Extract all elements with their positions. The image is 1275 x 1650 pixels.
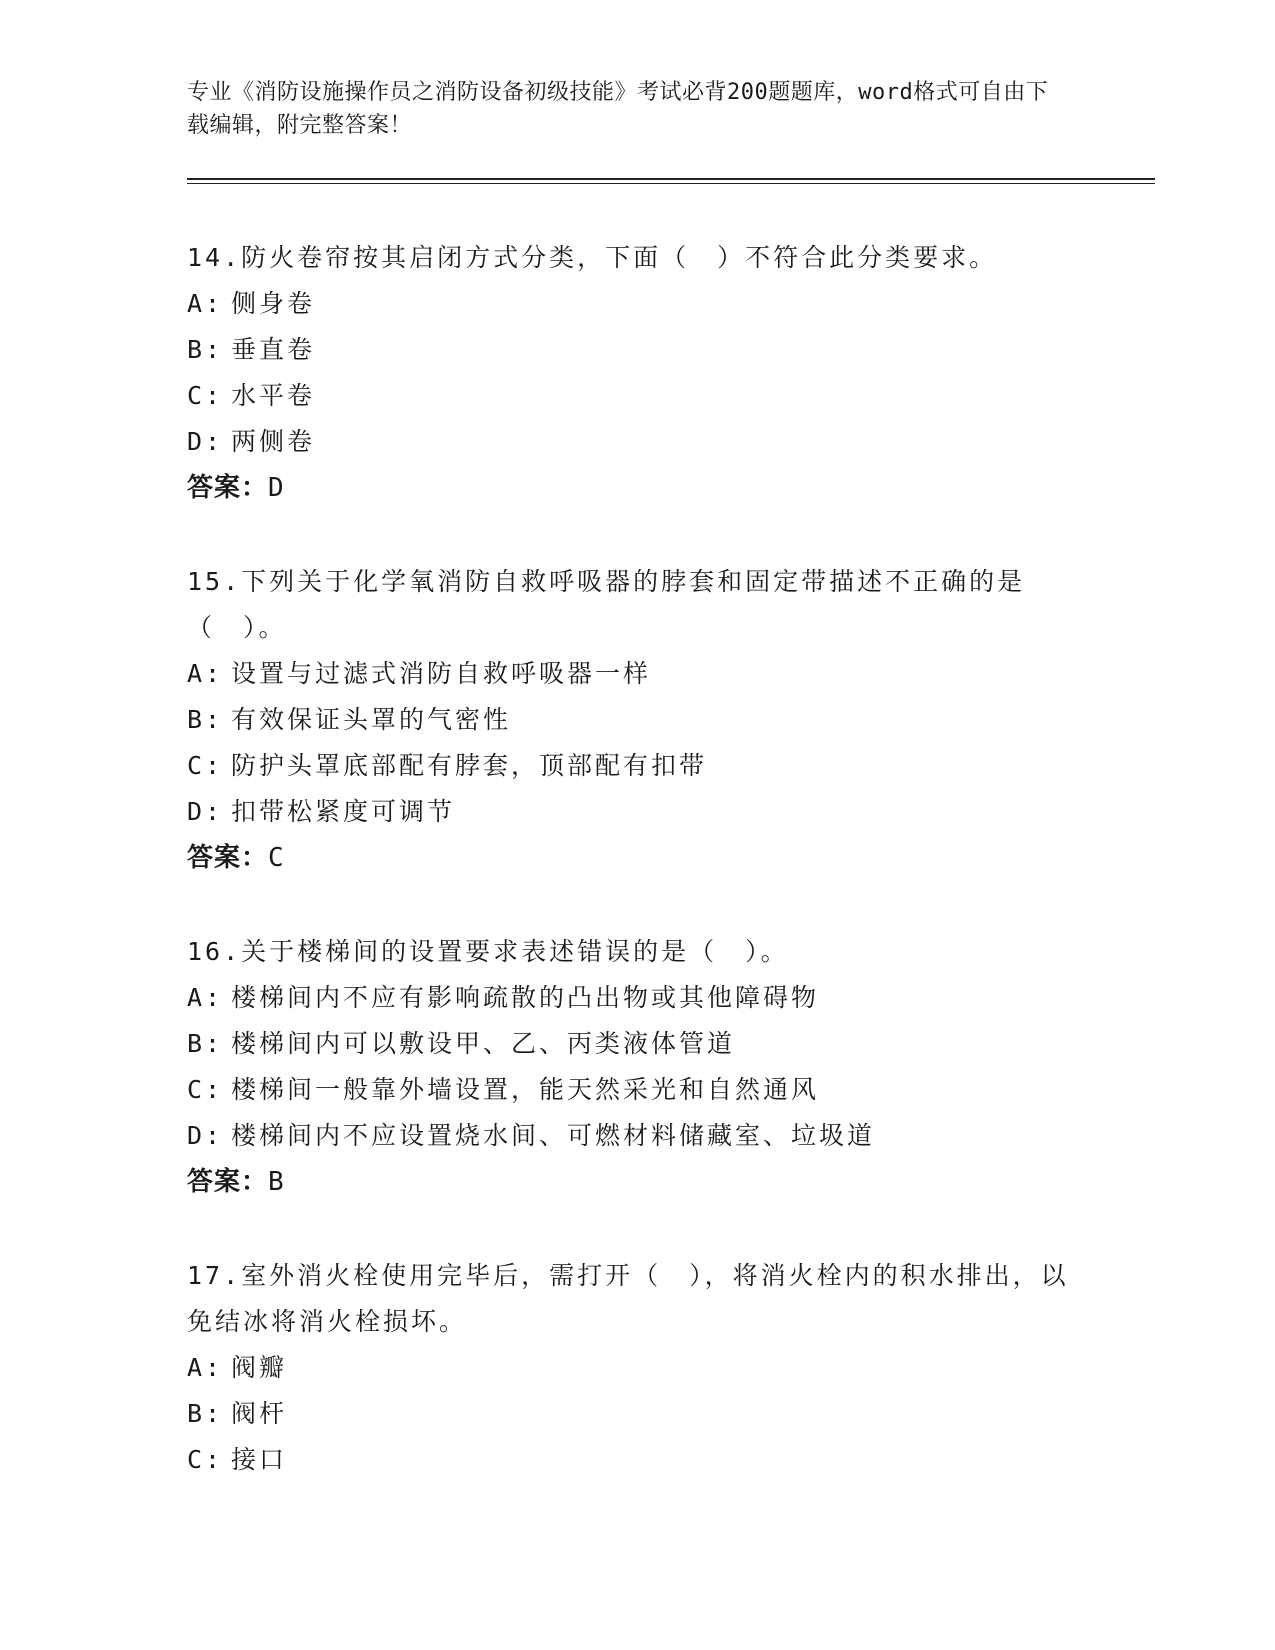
option-letter: B: xyxy=(187,1399,224,1428)
answer-line xyxy=(187,835,1087,881)
option-a xyxy=(187,975,1087,1021)
option-text: 两侧卷 xyxy=(231,427,316,456)
option-text: 楼梯间内不应有影响疏散的凸出物或其他障碍物 xyxy=(231,983,820,1012)
header-divider-thin xyxy=(187,183,1155,184)
option-b xyxy=(187,1021,1087,1067)
question-stem: 17.室外消火栓使用完毕后，需打开（ ），将消火栓内的积水排出，以免结冰将消火栓损坏。 xyxy=(187,1261,1069,1336)
question-stem: 14.防火卷帘按其启闭方式分类，下面（ ）不符合此分类要求。 xyxy=(187,243,998,272)
answer-label: 答案： xyxy=(187,1167,269,1197)
option-a xyxy=(187,1345,1087,1391)
option-text: 垂直卷 xyxy=(231,335,316,364)
option-letter: C: xyxy=(187,1075,224,1104)
option-letter: C: xyxy=(187,381,224,410)
option-text: 楼梯间一般靠外墙设置，能天然采光和自然通风 xyxy=(231,1075,820,1104)
option-c xyxy=(187,1067,1087,1113)
option-letter: D: xyxy=(187,797,224,826)
answer-value: C xyxy=(268,843,285,873)
option-text: 楼梯间内不应设置烧水间、可燃材料储藏室、垃圾道 xyxy=(231,1121,876,1150)
header-divider-thick xyxy=(187,178,1155,180)
option-text: 有效保证头罩的气密性 xyxy=(231,705,512,734)
option-letter: B: xyxy=(187,335,224,364)
question-stem: 16.关于楼梯间的设置要求表述错误的是（ ）。 xyxy=(187,937,789,966)
option-letter: C: xyxy=(187,751,224,780)
option-text: 楼梯间内可以敷设甲、乙、丙类液体管道 xyxy=(231,1029,736,1058)
option-letter: B: xyxy=(187,1029,224,1058)
option-letter: D: xyxy=(187,427,224,456)
option-text: 设置与过滤式消防自救呼吸器一样 xyxy=(231,659,652,688)
option-c xyxy=(187,1437,1087,1483)
question-list xyxy=(187,235,1087,1531)
question-14 xyxy=(187,235,1087,511)
answer-label: 答案： xyxy=(187,843,269,873)
option-text: 侧身卷 xyxy=(231,289,316,318)
option-text: 阀瓣 xyxy=(231,1353,288,1382)
option-c xyxy=(187,743,1087,789)
option-d xyxy=(187,1113,1087,1159)
option-d xyxy=(187,419,1087,465)
option-letter: A: xyxy=(187,289,224,318)
option-a xyxy=(187,651,1087,697)
option-text: 扣带松紧度可调节 xyxy=(231,797,456,826)
option-letter: B: xyxy=(187,705,224,734)
option-b xyxy=(187,697,1087,743)
option-text: 水平卷 xyxy=(231,381,316,410)
option-d xyxy=(187,789,1087,835)
option-c xyxy=(187,373,1087,419)
option-letter: D: xyxy=(187,1121,224,1150)
option-letter: A: xyxy=(187,983,224,1012)
question-16 xyxy=(187,929,1087,1205)
question-15 xyxy=(187,559,1087,881)
option-letter: A: xyxy=(187,659,224,688)
question-17 xyxy=(187,1253,1087,1483)
document-header: 专业《消防设施操作员之消防设备初级技能》考试必背200题题库，word格式可自由下载编辑，附完整答案！ xyxy=(187,80,1049,138)
option-letter: A: xyxy=(187,1353,224,1382)
answer-line xyxy=(187,465,1087,511)
answer-value: D xyxy=(268,473,285,503)
answer-label: 答案： xyxy=(187,473,269,503)
option-text: 防护头罩底部配有脖套，顶部配有扣带 xyxy=(231,751,708,780)
option-b xyxy=(187,327,1087,373)
question-stem: 15.下列关于化学氧消防自救呼吸器的脖套和固定带描述不正确的是（ ）。 xyxy=(187,567,1026,642)
option-letter: C: xyxy=(187,1445,224,1474)
answer-value: B xyxy=(268,1167,285,1197)
option-b xyxy=(187,1391,1087,1437)
option-text: 阀杆 xyxy=(231,1399,288,1428)
answer-line xyxy=(187,1159,1087,1205)
option-a xyxy=(187,281,1087,327)
option-text: 接口 xyxy=(231,1445,288,1474)
